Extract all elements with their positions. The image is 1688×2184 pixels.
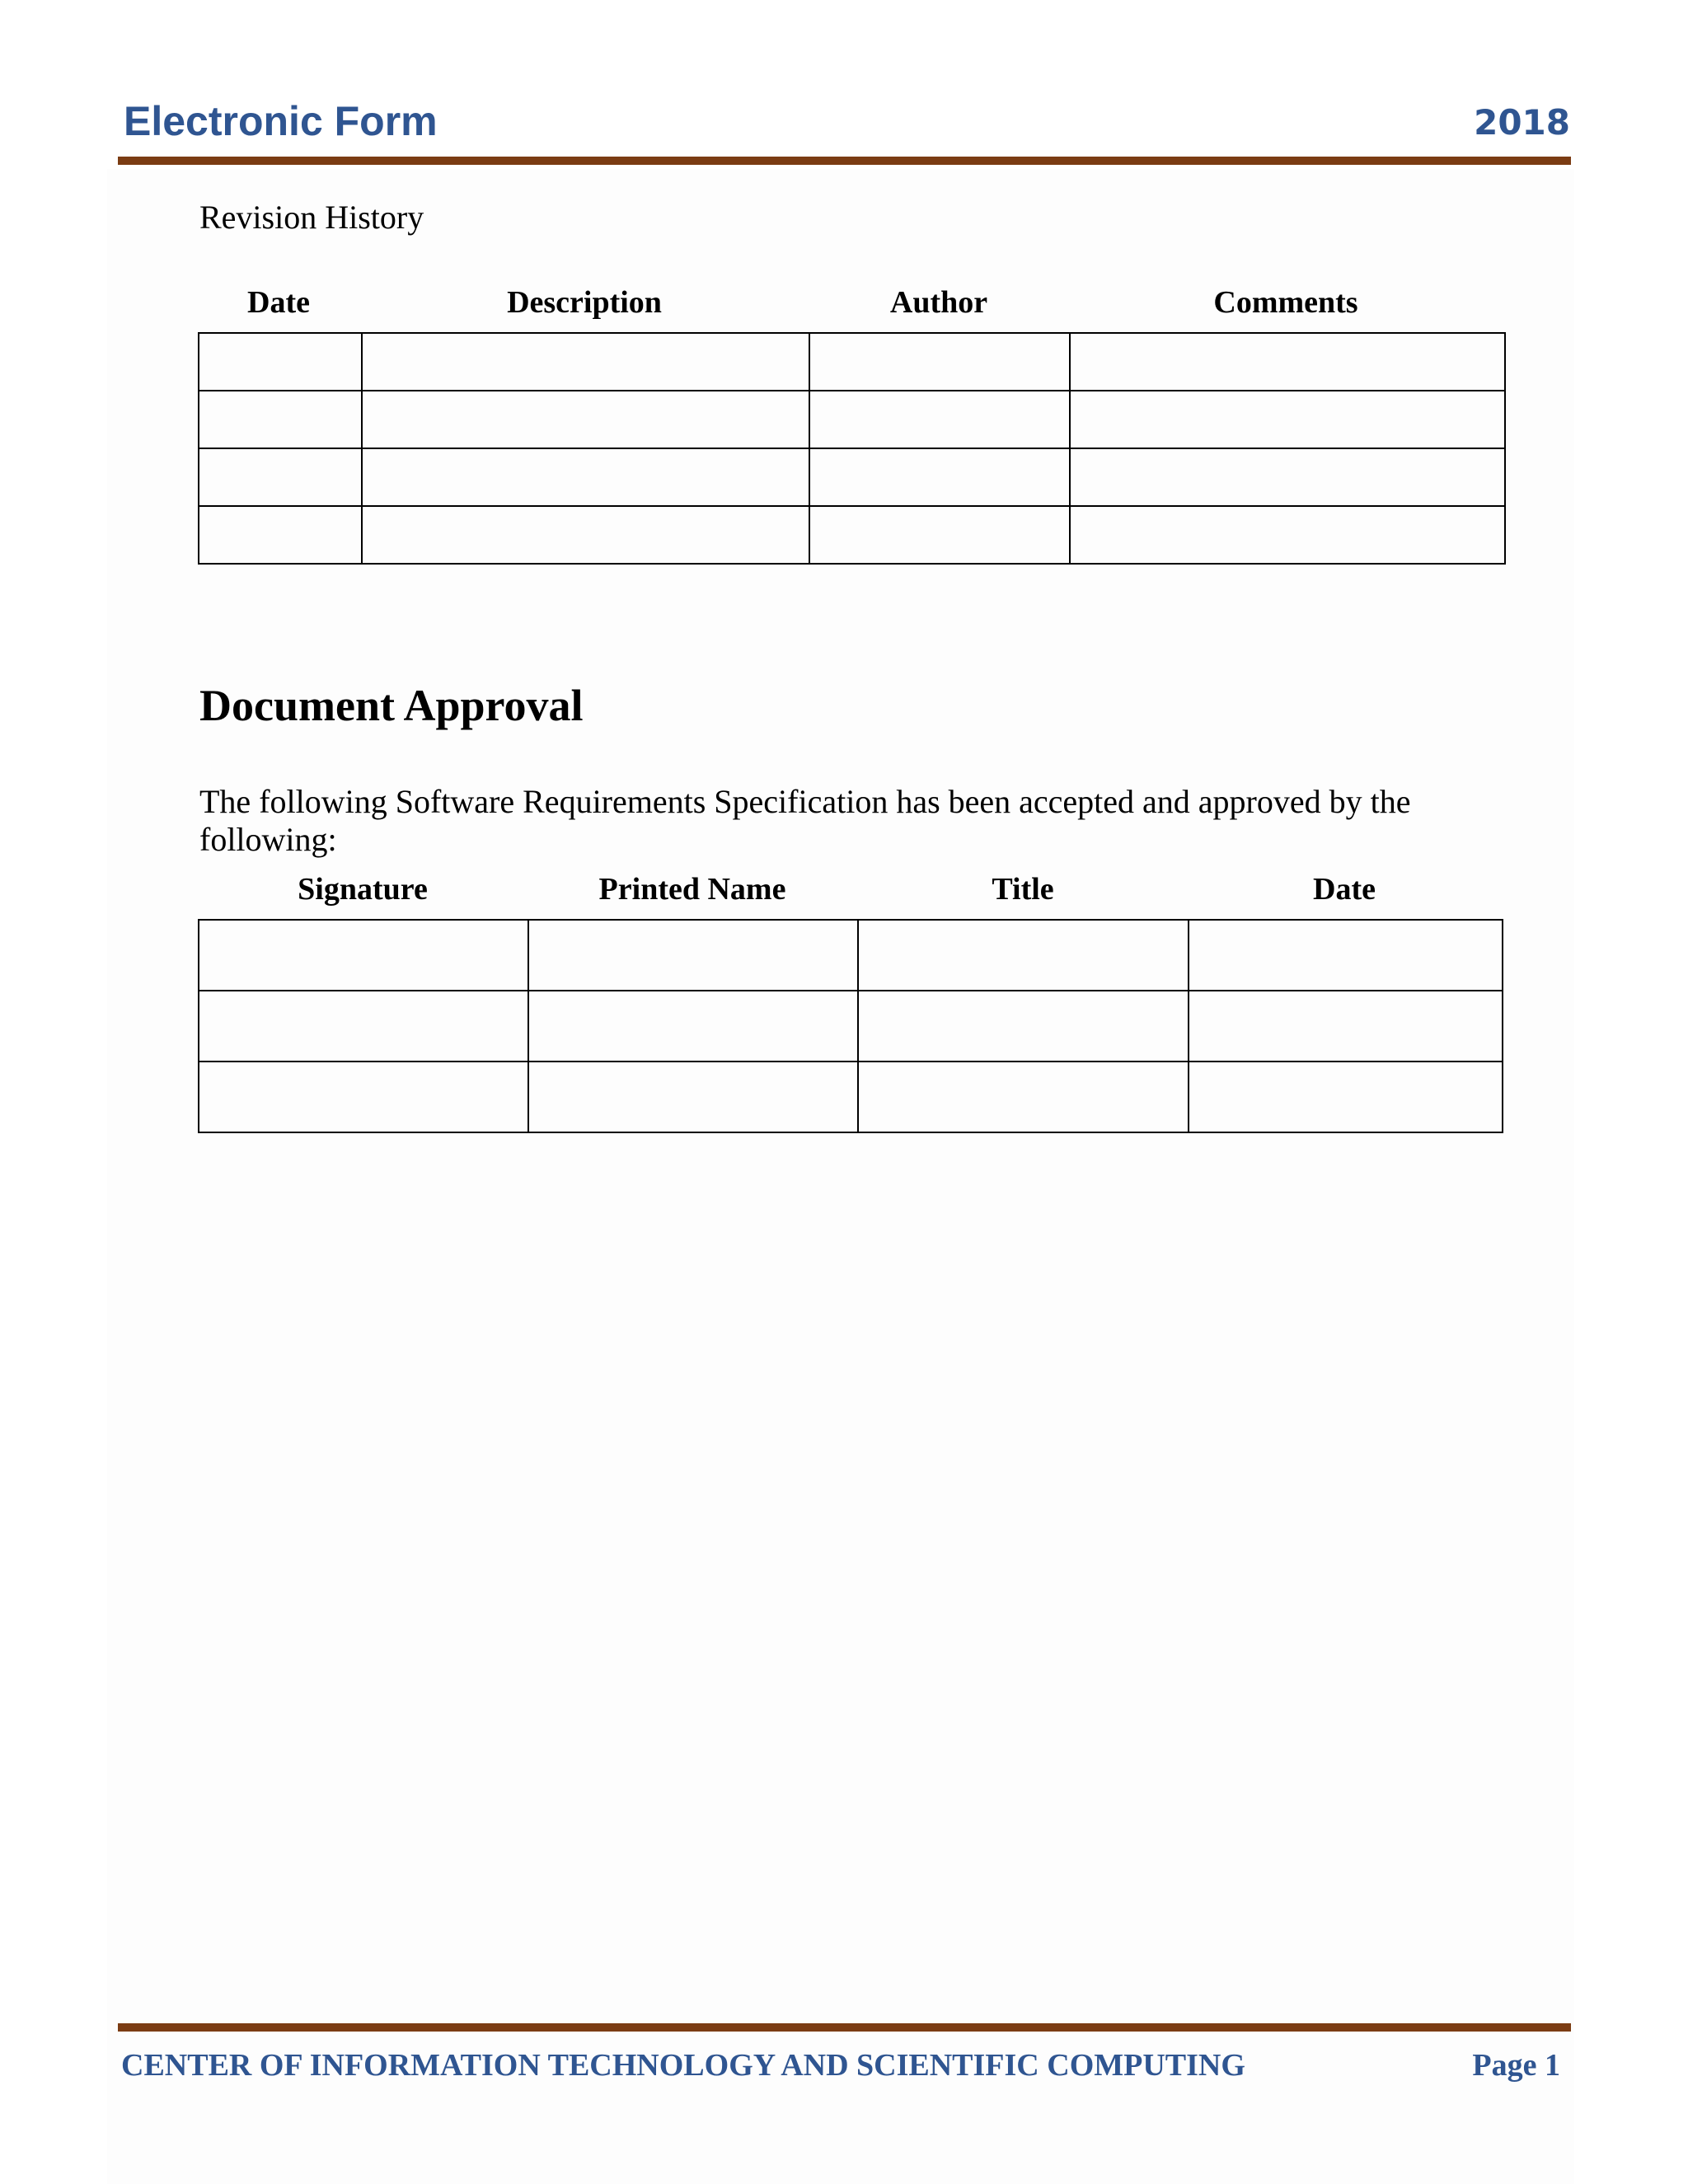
approval-cell[interactable] [528,1062,858,1132]
revision-cell[interactable] [199,333,362,391]
footer-page-number: Page 1 [1472,2048,1560,2083]
approval-cell[interactable] [1189,920,1503,991]
revision-cell[interactable] [1070,333,1505,391]
column-header-date: Date [1313,872,1376,907]
table-row [199,920,1503,991]
approval-cell[interactable] [1189,991,1503,1062]
approval-cell[interactable] [858,1062,1189,1132]
column-header-printed-name: Printed Name [598,872,786,907]
footer-organization: CENTER OF INFORMATION TECHNOLOGY AND SCIENTIFIC COMPUTING [121,2048,1245,2083]
table-row [199,991,1503,1062]
column-header-author: Author [889,285,988,320]
table-row [199,448,1505,506]
revision-cell[interactable] [1070,391,1505,448]
revision-cell[interactable] [809,448,1070,506]
revision-cell[interactable] [809,333,1070,391]
column-header-comments: Comments [1213,285,1358,320]
revision-cell[interactable] [199,506,362,564]
revision-cell[interactable] [809,391,1070,448]
approval-cell[interactable] [528,991,858,1062]
revision-cell[interactable] [199,448,362,506]
header-year: 2018 [1474,102,1570,143]
column-header-date: Date [247,285,310,320]
footer-rule [118,2023,1571,2032]
document-approval-heading: Document Approval [199,681,584,730]
approval-cell[interactable] [858,991,1189,1062]
revision-cell[interactable] [199,391,362,448]
table-row [199,333,1505,391]
approval-cell[interactable] [1189,1062,1503,1132]
header-rule [118,157,1571,165]
revision-cell[interactable] [1070,448,1505,506]
approval-cell[interactable] [199,991,528,1062]
approval-table [198,919,1503,1133]
approval-cell[interactable] [528,920,858,991]
approval-cell[interactable] [199,1062,528,1132]
revision-history-label: Revision History [199,199,424,236]
revision-cell[interactable] [1070,506,1505,564]
approval-statement: The following Software Requirements Specification has been accepted and approved by the following: [199,783,1411,858]
revision-cell[interactable] [362,506,809,564]
table-row [199,506,1505,564]
approval-cell[interactable] [858,920,1189,991]
revision-history-table [198,332,1506,565]
revision-cell[interactable] [809,506,1070,564]
revision-cell[interactable] [362,333,809,391]
table-row [199,1062,1503,1132]
revision-cell[interactable] [362,391,809,448]
header-title: Electronic Form [124,98,438,144]
revision-cell[interactable] [362,448,809,506]
approval-cell[interactable] [199,920,528,991]
column-header-title: Title [992,872,1054,907]
column-header-description: Description [507,285,662,320]
column-header-signature: Signature [298,872,428,907]
table-row [199,391,1505,448]
